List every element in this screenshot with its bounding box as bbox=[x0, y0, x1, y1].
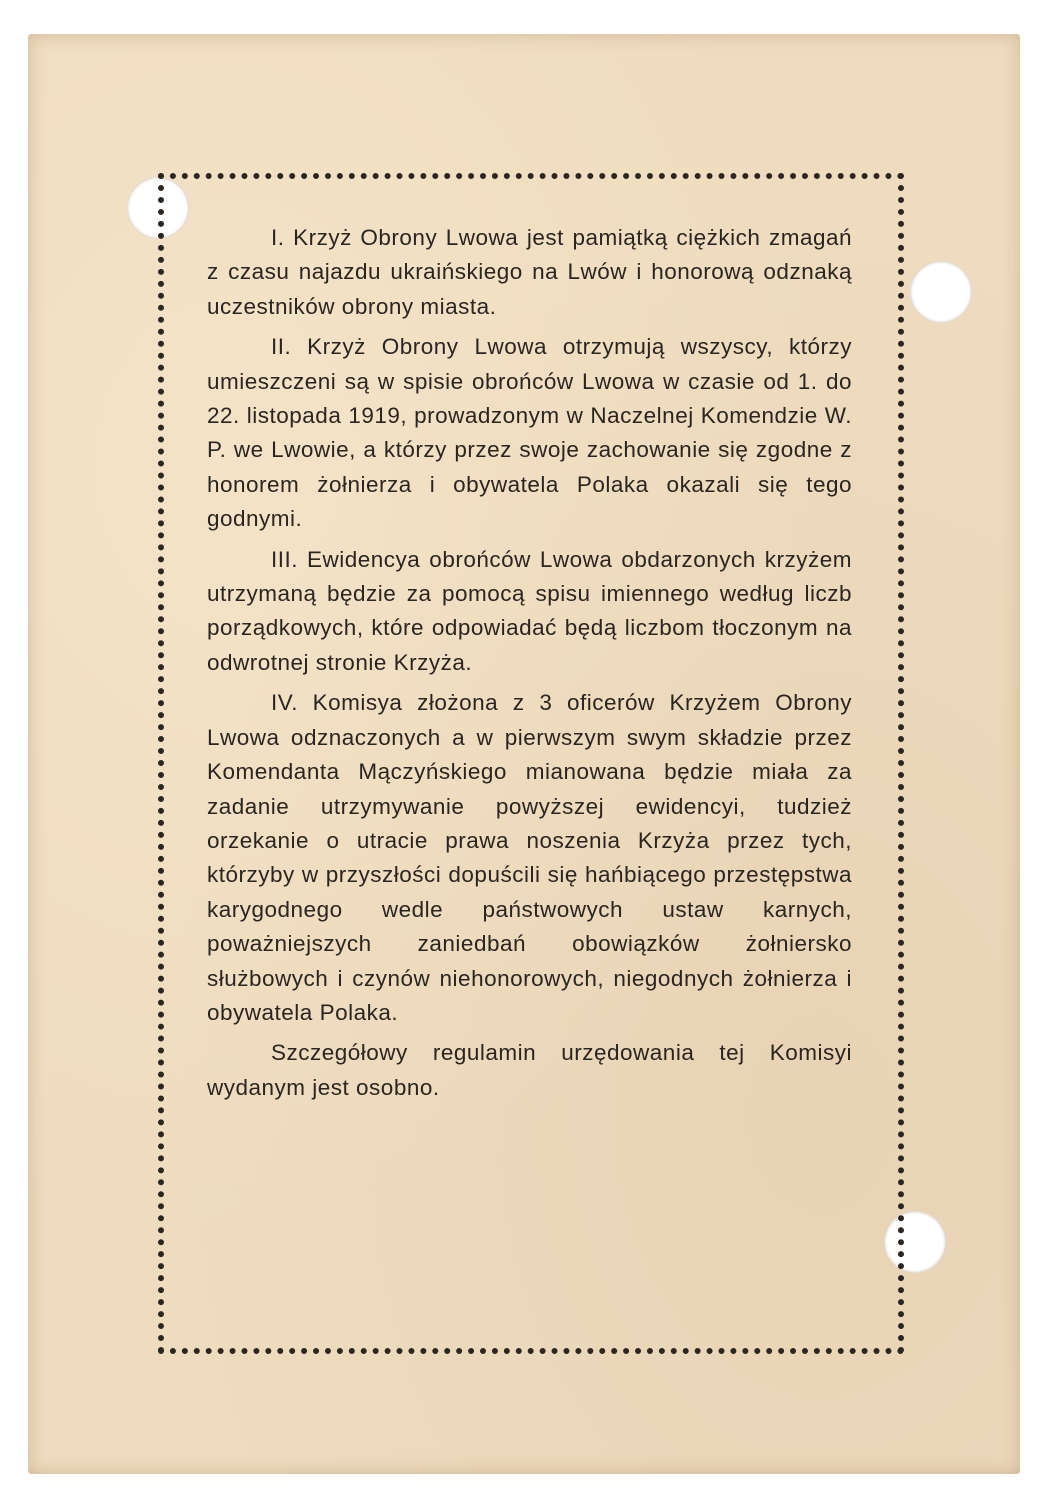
paragraph-i: I. Krzyż Obrony Lwowa jest pamiątką ciężkich zmagań z czasu najazdu ukraińskiego na Lwów i honorową odznaką uczestników obrony miasta. bbox=[207, 225, 852, 319]
regulations-text bbox=[207, 221, 852, 1111]
paragraph-ii: II. Krzyż Obrony Lwowa otrzymują wszyscy, którzy umieszczeni są w spisie obrońców Lwowa w czasie od 1. do 22. listopada 1919, prowadzonym w Naczelnej Komendzie W. P. we Lwowie, a którzy przez swoje zachowanie się zgodne z honorem żołnierza i obywatela Polaka okazali się tego godnymi. bbox=[207, 334, 852, 532]
paragraph-iv: IV. Komisya złożona z 3 oficerów Krzyżem Obrony Lwowa odznaczonych a w pierwszym swym składzie przez Komendanta Mączyńskiego mianowana będzie miała za zadanie utrzymywanie powyższej ewidencyi, tudzież orzekanie o utracie prawa noszenia Krzyża przez tych, którzyby w przyszłości dopuścili się hańbiącego przestępstwa karygodnego wedle państwowych ustaw karnych, poważniejszych zaniedbań obowiązków żołniersko służbowych i czynów niehonorowych, niegodnych żołnierza i obywatela Polaka. bbox=[207, 690, 852, 1025]
closing-paragraph: Szczegółowy regulamin urzędowania tej Komisyi wydanym jest osobno. bbox=[207, 1040, 852, 1100]
punch-hole-right-upper bbox=[910, 261, 972, 323]
paragraph-iii: III. Ewidencya obrońców Lwowa obdarzonych krzyżem utrzymaną będzie za pomocą spisu imiennego według liczb porządkowych, które odpowiadać będą liczbom tłoczonym na odwrotnej stronie Krzyża. bbox=[207, 546, 852, 675]
